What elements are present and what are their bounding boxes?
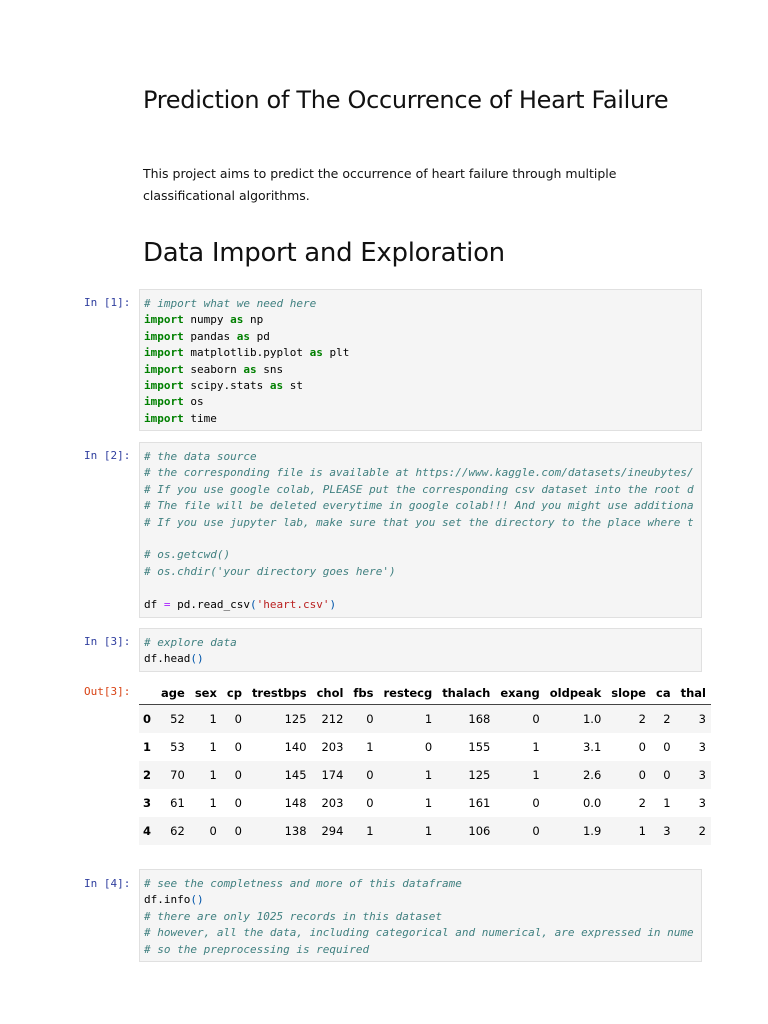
table-cell: 1	[495, 761, 544, 789]
index-header	[139, 681, 156, 705]
table-cell: 2	[606, 705, 651, 734]
column-header-fbs: fbs	[348, 681, 378, 705]
intro-paragraph: This project aims to predict the occurrence of heart failure through multiple classificational algorithms.	[143, 166, 617, 203]
table-cell: 0	[532, 796, 540, 810]
notebook-title: Prediction of The Occurrence of Heart Failure	[143, 86, 669, 114]
table-cell: 0	[495, 705, 544, 734]
code-cell-2-source[interactable]	[144, 449, 697, 613]
table-cell: 155	[468, 740, 491, 754]
code-line[interactable]: # the data source	[144, 450, 257, 463]
column-header-trestbps: trestbps	[247, 681, 312, 705]
dataframe-header-row	[139, 681, 711, 705]
code-cell-1[interactable]	[139, 289, 702, 431]
cell-2-prompt: In [2]:	[84, 449, 131, 462]
table-cell: 0	[495, 817, 544, 845]
column-header-exang: exang	[495, 681, 544, 705]
table-cell: 0	[222, 705, 247, 734]
code-line[interactable]: # there are only 1025 records in this dataset	[144, 909, 443, 923]
table-cell: 0	[651, 761, 676, 789]
column-header-thalach: thalach	[437, 681, 495, 705]
table-cell: 1	[532, 740, 540, 754]
table-cell: 0	[424, 740, 433, 754]
code-line[interactable]: # os.getcwd()	[144, 548, 231, 562]
table-cell: 0	[234, 796, 242, 810]
code-cell-4-source[interactable]	[144, 876, 697, 958]
table-cell: 1	[209, 740, 217, 754]
table-cell: 2	[676, 817, 711, 845]
cell-4-prompt: In [4]:	[84, 877, 131, 890]
table-cell: 203	[321, 740, 344, 754]
column-header-slope: slope	[606, 681, 651, 705]
table-cell: 2.6	[545, 761, 607, 789]
table-cell: 294	[312, 817, 349, 845]
code-line[interactable]: import matplotlib.pyplot as plt	[144, 346, 350, 360]
code-cell-1-source[interactable]	[144, 296, 697, 427]
table-cell: 161	[468, 796, 491, 810]
table-cell: 0	[190, 817, 222, 845]
code-line[interactable]: df.info()	[144, 893, 204, 907]
table-row	[139, 733, 711, 761]
code-line[interactable]: # see the completness and more of this dataframe	[144, 877, 462, 890]
code-line[interactable]: import scipy.stats as st	[144, 378, 303, 392]
table-cell: 1	[379, 705, 438, 734]
table-cell: 61	[170, 796, 185, 810]
code-cell-4[interactable]	[139, 869, 702, 962]
table-cell: 0	[222, 761, 247, 789]
column-header-ca: ca	[651, 681, 676, 705]
column-header-restecg: restecg	[379, 681, 438, 705]
code-line[interactable]	[144, 531, 697, 547]
table-row	[139, 761, 711, 789]
table-cell: 125	[247, 705, 312, 734]
table-cell: 0	[663, 740, 671, 754]
table-cell: 0	[222, 817, 247, 845]
table-cell: 2	[651, 705, 676, 734]
table-cell: 1	[379, 817, 438, 845]
table-cell: 168	[437, 705, 495, 734]
code-cell-2[interactable]	[139, 442, 702, 618]
code-line[interactable]: df = pd.read_csv('heart.csv')	[144, 597, 337, 611]
table-cell: 3	[676, 705, 711, 734]
table-cell: 138	[247, 817, 312, 845]
table-cell: 0	[348, 705, 378, 734]
cell-3-prompt: In [3]:	[84, 635, 131, 648]
table-cell: 0	[638, 740, 646, 754]
table-cell: 0	[348, 761, 378, 789]
table-cell: 62	[156, 817, 190, 845]
code-line[interactable]: # the corresponding file is available at https://www.kaggle.com/datasets/ineubytes/	[144, 466, 694, 480]
table-cell: 1	[424, 796, 433, 810]
table-cell: 1	[209, 796, 217, 810]
row-index: 3	[143, 796, 152, 810]
output-3-prompt: Out[3]:	[84, 685, 131, 698]
table-row	[139, 789, 711, 817]
column-header-thal: thal	[676, 681, 711, 705]
table-cell: 145	[247, 761, 312, 789]
table-cell: 52	[156, 705, 190, 734]
code-line[interactable]: # import what we need here	[144, 297, 317, 310]
table-cell: 203	[321, 796, 344, 810]
code-line[interactable]: import pandas as pd	[144, 329, 270, 343]
column-header-sex: sex	[190, 681, 222, 705]
table-cell: 1	[190, 761, 222, 789]
table-cell: 3	[698, 796, 706, 810]
code-line[interactable]	[144, 580, 697, 596]
table-cell: 3	[651, 817, 676, 845]
column-header-age: age	[156, 681, 190, 705]
table-cell: 148	[284, 796, 307, 810]
table-cell: 1	[606, 817, 651, 845]
row-index: 1	[143, 740, 152, 754]
table-cell: 3.1	[582, 740, 602, 754]
column-header-oldpeak: oldpeak	[545, 681, 607, 705]
table-cell: 0.0	[582, 796, 602, 810]
column-header-cp: cp	[222, 681, 247, 705]
code-line[interactable]: # so the preprocessing is required	[144, 942, 370, 956]
table-cell: 2	[638, 796, 646, 810]
table-cell: 0	[366, 796, 374, 810]
table-cell: 125	[437, 761, 495, 789]
table-cell: 140	[284, 740, 307, 754]
section-title: Data Import and Exploration	[143, 238, 505, 268]
table-cell: 1	[190, 705, 222, 734]
code-line[interactable]: import time	[144, 411, 217, 425]
table-row	[139, 817, 711, 845]
table-row	[139, 705, 711, 734]
row-index: 4	[139, 817, 156, 845]
table-cell: 0	[234, 740, 242, 754]
column-header-chol: chol	[312, 681, 349, 705]
table-cell: 1.9	[545, 817, 607, 845]
row-index: 2	[139, 761, 156, 789]
table-cell: 1.0	[545, 705, 607, 734]
dataframe-body	[139, 705, 711, 846]
table-cell: 1	[663, 796, 671, 810]
table-cell: 3	[698, 740, 706, 754]
code-cell-3-source[interactable]	[144, 635, 697, 668]
code-line[interactable]: import numpy as np	[144, 313, 264, 327]
code-line[interactable]: # The file will be deleted everytime in google colab!!! And you might use additiona	[144, 499, 694, 513]
dataframe-output	[139, 681, 711, 845]
table-cell: 70	[156, 761, 190, 789]
code-cell-3[interactable]	[139, 628, 702, 672]
code-line[interactable]: # If you use google colab, PLEASE put the corresponding csv dataset into the root d	[144, 482, 694, 496]
code-line[interactable]: # however, all the data, including categorical and numerical, are expressed in nume	[144, 926, 694, 940]
code-line[interactable]: # os.chdir('your directory goes here')	[144, 564, 396, 578]
table-cell: 212	[312, 705, 349, 734]
table-cell: 1	[379, 761, 438, 789]
cell-1-prompt: In [1]:	[84, 296, 131, 309]
code-line[interactable]: import seaborn as sns	[144, 362, 284, 376]
table-cell: 1	[366, 740, 374, 754]
code-line[interactable]: # explore data	[144, 636, 237, 649]
table-cell: 53	[170, 740, 185, 754]
table-cell: 3	[676, 761, 711, 789]
table-cell: 0	[606, 761, 651, 789]
table-cell: 1	[348, 817, 378, 845]
code-line[interactable]: df.head()	[144, 652, 204, 666]
table-cell: 174	[312, 761, 349, 789]
code-line[interactable]: # If you use jupyter lab, make sure that you set the directory to the place where t	[144, 515, 694, 529]
row-index: 0	[139, 705, 156, 734]
code-line[interactable]: import os	[144, 395, 204, 409]
table-cell: 106	[437, 817, 495, 845]
